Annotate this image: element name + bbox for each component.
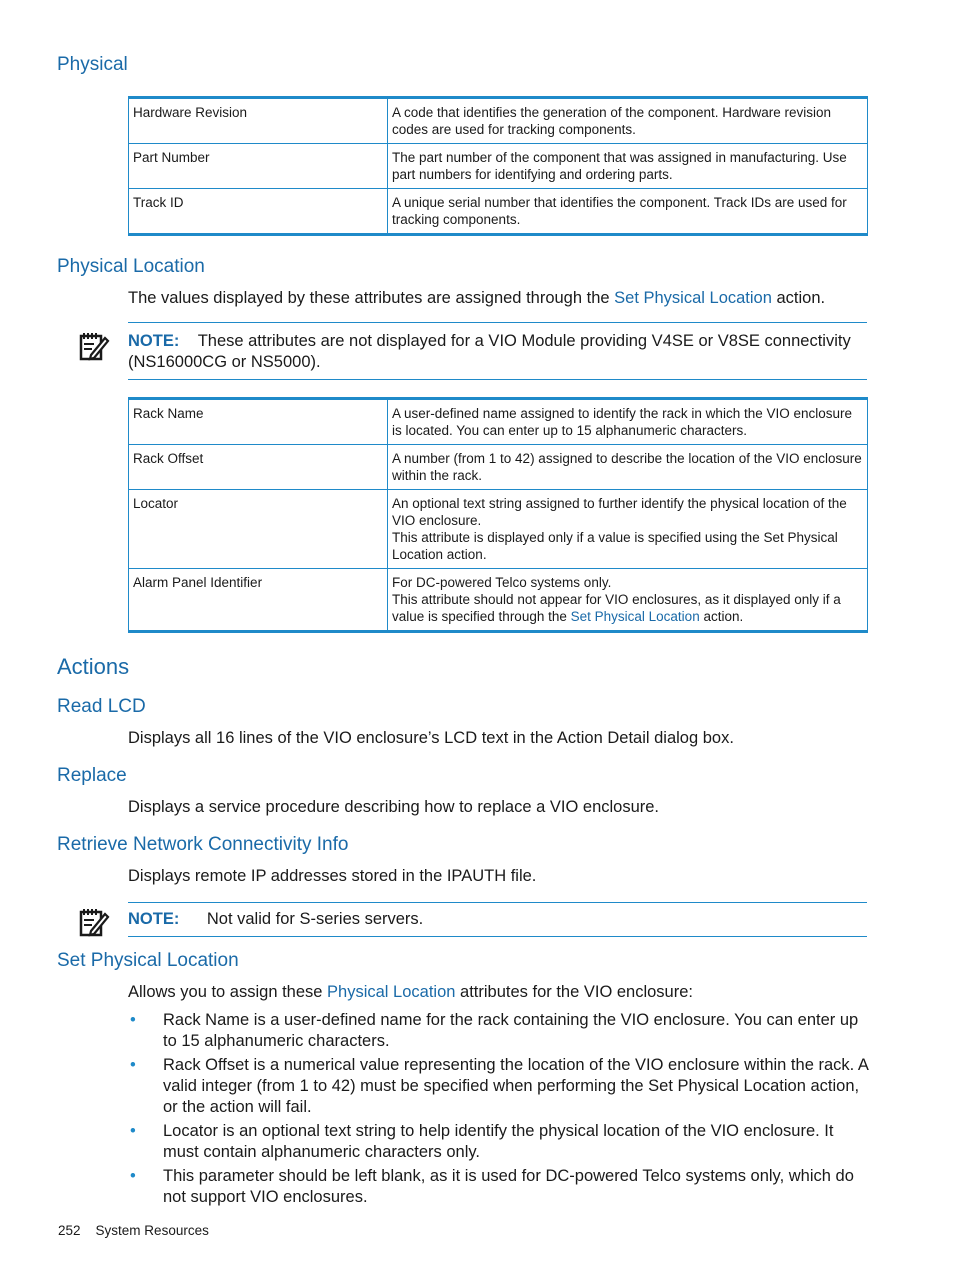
attribute-description xyxy=(388,490,868,569)
list-item xyxy=(128,1010,870,1052)
attribute-name: Rack Name xyxy=(129,399,388,445)
table-row xyxy=(129,490,868,569)
description-line: This attribute is displayed only if a value is specified using the Set Physical Location action. xyxy=(392,530,838,562)
note-icon xyxy=(78,330,110,362)
heading-physical-location: Physical Location xyxy=(57,256,205,277)
retrieve-text: Displays remote IP addresses stored in the IPAUTH file. xyxy=(128,867,537,885)
physical-location-table xyxy=(128,397,868,633)
table-row xyxy=(129,445,868,490)
list-item xyxy=(128,1121,870,1163)
intro-text: Allows you to assign these xyxy=(128,983,328,1001)
table-row xyxy=(129,98,868,144)
heading-replace: Replace xyxy=(57,765,127,786)
note-icon xyxy=(78,906,110,938)
replace-text: Displays a service procedure describing how to replace a VIO enclosure. xyxy=(128,798,660,816)
physical-location-link[interactable]: Physical Location xyxy=(327,983,456,1001)
attribute-name: Hardware Revision xyxy=(129,98,388,144)
description-line: For DC-powered Telco systems only. xyxy=(392,575,612,590)
table-row xyxy=(129,569,868,632)
note-box xyxy=(128,902,867,937)
attribute-name: Part Number xyxy=(129,144,388,189)
heading-actions: Actions xyxy=(57,654,130,679)
list-item-text: This parameter should be left blank, as it is used for DC-powered Telco systems only, which do not support VIO enclosures. xyxy=(163,1167,854,1206)
physical-attributes-table xyxy=(128,96,868,236)
heading-read-lcd: Read LCD xyxy=(57,696,146,717)
list-item-text: Locator is an optional text string to help identify the physical location of the VIO enclosure. It must contain alphanumeric characters only. xyxy=(163,1122,834,1161)
heading-set-physical-location: Set Physical Location xyxy=(57,950,239,971)
heading-physical: Physical xyxy=(57,54,128,75)
set-physical-location-intro xyxy=(128,982,693,1003)
set-physical-location-link[interactable]: Set Physical Location xyxy=(614,289,772,307)
attribute-name: Locator xyxy=(129,490,388,569)
footer-section-title: System Resources xyxy=(95,1223,209,1238)
attribute-description: A code that identifies the generation of the component. Hardware revision codes are used for tracking components. xyxy=(388,98,868,144)
bullet-icon: • xyxy=(130,1122,136,1140)
bullet-icon: • xyxy=(130,1056,136,1074)
note-text: These attributes are not displayed for a VIO Module providing V4SE or V8SE connectivity (NS16000CG or NS5000). xyxy=(128,332,851,371)
bullet-icon: • xyxy=(130,1167,136,1185)
attribute-name: Alarm Panel Identifier xyxy=(129,569,388,632)
set-physical-location-link[interactable]: Set Physical Location xyxy=(570,609,700,624)
bullet-icon: • xyxy=(130,1011,136,1029)
attribute-name: Track ID xyxy=(129,189,388,235)
note-label: NOTE: xyxy=(128,910,180,928)
physical-location-intro xyxy=(128,288,870,309)
note-label: NOTE: xyxy=(128,332,180,350)
intro-text: action. xyxy=(771,289,826,307)
list-item xyxy=(128,1166,870,1208)
table-row xyxy=(129,189,868,235)
note-text: Not valid for S-series servers. xyxy=(206,910,424,928)
table-row xyxy=(129,144,868,189)
attribute-bullet-list xyxy=(128,1010,870,1211)
list-item-text: Rack Offset is a numerical value representing the location of the VIO enclosure within the rack. A valid integer (from 1 to 42) must be specified when performing the Set Physical Location action, or the action will fail. xyxy=(163,1056,868,1116)
heading-retrieve-network: Retrieve Network Connectivity Info xyxy=(57,834,349,855)
attribute-description: The part number of the component that was assigned in manufacturing. Use part numbers for identifying and ordering parts. xyxy=(388,144,868,189)
read-lcd-text: Displays all 16 lines of the VIO enclosure’s LCD text in the Action Detail dialog box. xyxy=(128,729,734,747)
description-line: An optional text string assigned to further identify the physical location of the VIO enclosure. xyxy=(392,496,847,528)
list-item xyxy=(128,1055,870,1118)
description-text: action. xyxy=(699,609,744,624)
page-footer xyxy=(58,1223,209,1238)
list-item-text: Rack Name is a user-defined name for the rack containing the VIO enclosure. You can enter up to 15 alphanumeric characters. xyxy=(163,1011,859,1050)
description-text: This attribute should not appear for VIO enclosures, as it displayed only if a value is specified through the xyxy=(392,592,841,624)
table-row xyxy=(129,399,868,445)
attribute-description: A user-defined name assigned to identify the rack in which the VIO enclosure is located. You can enter up to 15 alphanumeric characters. xyxy=(388,399,868,445)
attribute-description: A unique serial number that identifies the component. Track IDs are used for tracking components. xyxy=(388,189,868,235)
note-box xyxy=(128,322,867,380)
attribute-description: A number (from 1 to 42) assigned to describe the location of the VIO enclosure within the rack. xyxy=(388,445,868,490)
attribute-name: Rack Offset xyxy=(129,445,388,490)
attribute-description xyxy=(388,569,868,632)
intro-text: attributes for the VIO enclosure: xyxy=(455,983,693,1001)
intro-text: The values displayed by these attributes are assigned through the xyxy=(128,289,615,307)
page-number: 252 xyxy=(58,1223,81,1238)
description-line xyxy=(392,591,863,625)
